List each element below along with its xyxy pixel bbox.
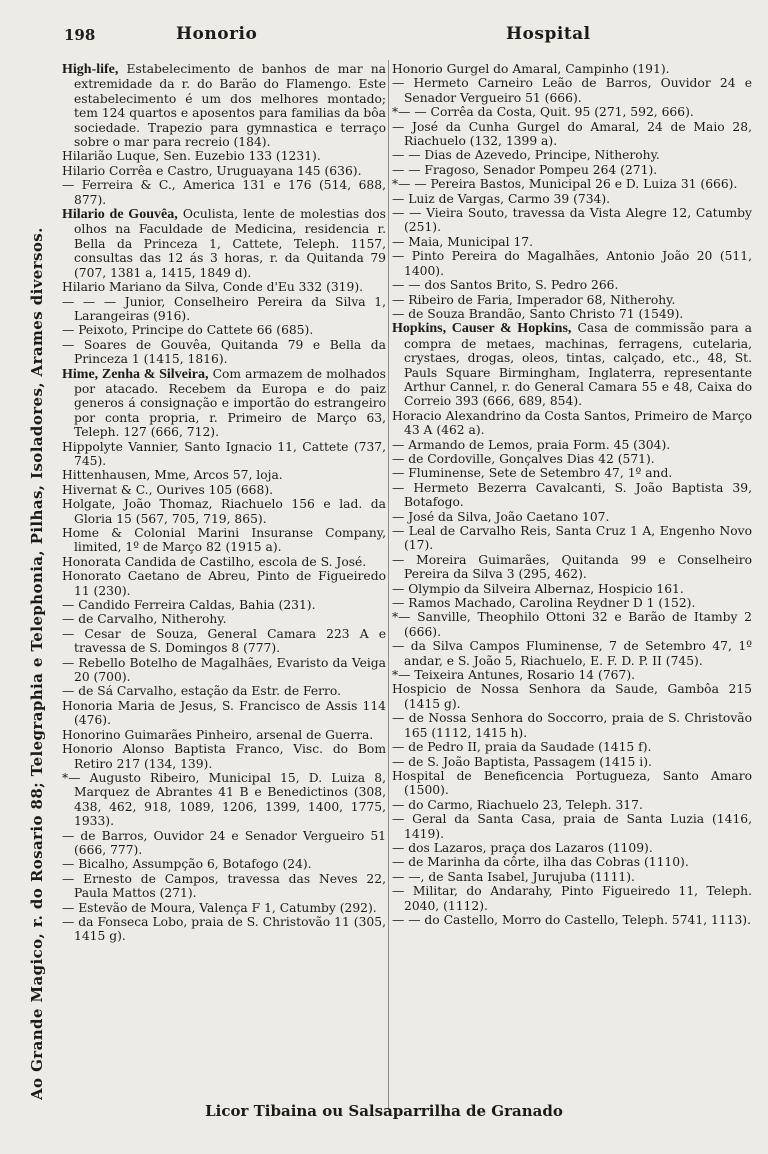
directory-entry	[62, 178, 386, 207]
entry-text: Home & Colonial Marini Insuranse Company, limited, 1º de Março 82 (1915 a).	[62, 526, 386, 555]
entry-text: Honoria Maria de Jesus, S. Francisco de Assis 114 (476).	[62, 698, 386, 728]
entry-text: — Estevão de Moura, Valença F 1, Catumby (292).	[62, 900, 377, 915]
directory-entry	[62, 627, 386, 656]
entry-text: — de Souza Brandão, Santo Christo 71 (1549).	[392, 306, 684, 321]
directory-entry	[62, 338, 386, 367]
directory-entry	[62, 742, 386, 771]
directory-entry	[62, 656, 386, 685]
entry-text: Hilario Mariano da Silva, Conde d'Eu 332 (319).	[62, 280, 364, 295]
entry-text: Honorio Gurgel do Amaral, Campinho (191).	[392, 62, 670, 76]
entry-text: Oculista, lente de molestias dos olhos na Faculdade de Medicina, residencia r. Bella da Princeza 1, Cattete, Teleph. 1157, consultas das 12 ás 3 horas, r. da Quitanda 79 (707, 1381 a, 1415, 1849 d).	[74, 207, 386, 280]
directory-entry	[392, 76, 752, 105]
directory-entry	[392, 235, 752, 249]
entry-text: — — Fragoso, Senador Pompeu 264 (271).	[392, 162, 658, 177]
directory-entry	[392, 884, 752, 913]
directory-entry	[62, 771, 386, 829]
entry-text: — Peixoto, Principe do Cattete 66 (685).	[62, 323, 314, 338]
entry-text: Honorio Alonso Baptista Franco, Visc. do Bom Retiro 217 (134, 139).	[62, 742, 386, 771]
directory-entry	[392, 841, 752, 855]
entry-text: Honorata Candida de Castilho, escola de S. José.	[62, 554, 367, 569]
entry-text: Hilarião Luque, Sen. Euzebio 133 (1231).	[62, 149, 321, 164]
entry-text: — de S. João Baptista, Passagem (1415 i).	[392, 754, 652, 769]
entry-text: Hivernat & C., Ourives 105 (668).	[62, 482, 274, 497]
directory-entry	[392, 755, 752, 769]
entry-text: — Candido Ferreira Caldas, Bahia (231).	[62, 598, 316, 613]
entry-text: — de Sá Carvalho, estação da Estr. de Ferro.	[62, 684, 342, 699]
directory-entry	[392, 293, 752, 307]
entry-text: Honorino Guimarães Pinheiro, arsenal de Guerra.	[62, 727, 374, 742]
right-column	[392, 62, 752, 1112]
directory-entry	[392, 855, 752, 869]
directory-entry	[392, 307, 752, 321]
entry-text: *— Augusto Ribeiro, Municipal 15, D. Luiza 8, Marquez de Abrantes 41 B e Benedictinos (308, 438, 462, 918, 1089, 1206, 1399, 1400, 1775, 1933).	[62, 770, 386, 829]
page-header	[64, 24, 750, 46]
entry-text: — Armando de Lemos, praia Form. 45 (304).	[392, 437, 671, 452]
entry-text: Com armazem de molhados por atacado. Recebem da Europa e do paiz generos á consignação e importão do estrangeiro por conta propria, r. Primeiro de Março 63, Teleph. 127 (666, 712).	[74, 366, 386, 440]
footer-advertisement: Licor Tibaina ou Salsaparrilha de Granado	[205, 1102, 563, 1120]
directory-entry	[392, 682, 752, 711]
directory-entry	[62, 497, 386, 526]
entry-text: — de Pedro II, praia da Saudade (1415 f).	[392, 740, 652, 755]
entry-text: — José da Silva, João Caetano 107.	[392, 509, 610, 524]
directory-entry	[392, 582, 752, 596]
directory-entry	[392, 177, 752, 191]
directory-entry	[62, 555, 386, 569]
directory-entry	[392, 192, 752, 206]
entry-name: Hilario de Gouvêa,	[62, 207, 178, 223]
entry-text: Hospicio de Nossa Senhora da Saude, Gambôa 215 (1415 g).	[392, 682, 752, 711]
entry-text: — — Vieira Souto, travessa da Vista Alegre 12, Catumby (251).	[392, 206, 752, 235]
directory-entry	[62, 483, 386, 497]
directory-entry	[392, 120, 752, 149]
directory-entry	[392, 278, 752, 292]
entry-text: Horacio Alexandrino da Costa Santos, Primeiro de Março 43 A (462 a).	[392, 408, 752, 438]
directory-entry	[392, 524, 752, 553]
entry-text: — Militar, do Andarahy, Pinto Figueiredo 11, Teleph. 2040, (1112).	[392, 884, 752, 913]
directory-entry	[62, 164, 386, 178]
entry-text: — Olympio da Silveira Albernaz, Hospicio 161.	[392, 581, 684, 596]
directory-entry	[392, 321, 752, 408]
entry-text: — de Marinha da côrte, ilha das Cobras (1110).	[392, 855, 689, 870]
directory-entry	[392, 62, 752, 76]
directory-entry	[62, 699, 386, 728]
entry-text: — — Dias de Azevedo, Principe, Nitherohy.	[392, 148, 660, 163]
entry-text: Holgate, João Thomaz, Riachuelo 156 e lad. da Gloria 15 (567, 705, 719, 865).	[62, 497, 386, 526]
entry-text: — Moreira Guimarães, Quitanda 99 e Conselheiro Pereira da Silva 3 (295, 462).	[392, 552, 752, 582]
entry-text: — do Carmo, Riachuelo 23, Teleph. 317.	[392, 797, 643, 812]
directory-entry	[392, 596, 752, 610]
directory-entry	[392, 870, 752, 884]
directory-entry	[392, 481, 752, 510]
directory-entry	[392, 409, 752, 438]
directory-entry	[62, 728, 386, 742]
entry-text: — dos Lazaros, praça dos Lazaros (1109).	[392, 840, 653, 855]
directory-entry	[62, 612, 386, 626]
side-advertisement: Ao Grande Magico, r. do Rosario 88; Telegraphia e Telephonia, Pilhas, Isoladores, Arames diversos.	[28, 227, 46, 1100]
directory-entry	[392, 249, 752, 278]
entry-text: Hospital de Beneficencia Portugueza, Santo Amaro (1500).	[392, 768, 752, 798]
directory-entry	[62, 915, 386, 944]
directory-entry	[392, 740, 752, 754]
entry-text: — Hermeto Carneiro Leão de Barros, Ouvidor 24 e Senador Vergueiro 51 (666).	[392, 76, 752, 105]
directory-entry	[62, 872, 386, 901]
entry-text: — de Nossa Senhora do Soccorro, praia de S. Christovão 165 (1112, 1415 h).	[392, 711, 752, 740]
directory-entry	[62, 323, 386, 337]
entry-text: Hittenhausen, Mme, Arcos 57, loja.	[62, 468, 283, 483]
directory-entry	[62, 280, 386, 294]
directory-entry	[62, 62, 386, 149]
entry-text: — Soares de Gouvêa, Quitanda 79 e Bella da Princeza 1 (1415, 1816).	[62, 337, 386, 367]
directory-entry	[62, 295, 386, 324]
entry-text: — da Fonseca Lobo, praia de S. Christovão 11 (305, 1415 g).	[62, 914, 386, 944]
entry-text: *— — Corrêa da Costa, Quit. 95 (271, 592, 666).	[392, 105, 694, 120]
entry-text: — Fluminense, Sete de Setembro 47, 1º and.	[392, 466, 673, 481]
entry-text: *— — Pereira Bastos, Municipal 26 e D. Luiza 31 (666).	[392, 177, 738, 192]
entry-text: — de Barros, Ouvidor 24 e Senador Vergueiro 51 (666, 777).	[62, 828, 386, 857]
directory-entry	[62, 440, 386, 469]
entry-text: — de Carvalho, Nitherohy.	[62, 612, 227, 627]
directory-entry	[392, 639, 752, 668]
directory-entry	[392, 711, 752, 740]
directory-entry	[392, 466, 752, 480]
entry-text: Honorato Caetano de Abreu, Pinto de Figueiredo 11 (230).	[62, 569, 386, 598]
directory-entry	[392, 438, 752, 452]
entry-text: — — do Castello, Morro do Castello, Teleph. 5741, 1113).	[392, 912, 752, 927]
entry-text: — Cesar de Souza, General Camara 223 A e travessa de S. Domingos 8 (777).	[62, 626, 386, 656]
entry-text: — Ferreira & C., America 131 e 176 (514, 688, 877).	[62, 178, 386, 207]
column-divider	[388, 60, 389, 1110]
directory-entry	[392, 610, 752, 639]
entry-text: Estabelecimento de banhos de mar na extremidade da r. do Barão do Flamengo. Este estabelecimento é um dos melhores montado; tem 124 quartos e aposentos para familias da bôa sociedade. Trapezio para gymnastica e terraço sobre o mar para recreio (184).	[74, 62, 386, 150]
directory-entry	[62, 526, 386, 555]
directory-entry	[392, 163, 752, 177]
entry-text: — — — Junior, Conselheiro Pereira da Silva 1, Larangeiras (916).	[62, 294, 386, 323]
directory-entry	[392, 798, 752, 812]
entry-text: — da Silva Campos Fluminense, 7 de Setembro 47, 1º andar, e S. João 5, Riachuelo, E. F. D. P. II (745).	[392, 639, 752, 668]
entry-text: — Hermeto Bezerra Cavalcanti, S. João Baptista 39, Botafogo.	[392, 480, 752, 510]
entry-text: Hippolyte Vannier, Santo Ignacio 11, Cattete (737, 745).	[62, 439, 386, 468]
page-number: 198	[64, 26, 96, 44]
directory-entry	[62, 857, 386, 871]
entry-text: — Maia, Municipal 17.	[392, 234, 533, 249]
header-right-title: Hospital	[506, 24, 591, 44]
entry-text: *— Teixeira Antunes, Rosario 14 (767).	[392, 668, 636, 683]
directory-entry	[392, 510, 752, 524]
entry-text: — Pinto Pereira do Magalhães, Antonio João 20 (511, 1400).	[392, 249, 752, 278]
entry-text: — Geral da Santa Casa, praia de Santa Luzia (1416, 1419).	[392, 812, 752, 841]
directory-entry	[62, 367, 386, 440]
entry-text: — José da Cunha Gurgel do Amaral, 24 de Maio 28, Riachuelo (132, 1399 a).	[392, 119, 752, 149]
entry-text: — Leal de Carvalho Reis, Santa Cruz 1 A, Engenho Novo (17).	[392, 524, 752, 553]
directory-entry	[62, 684, 386, 698]
entry-text: *— Sanville, Theophilo Ottoni 32 e Barão de Itamby 2 (666).	[392, 610, 752, 639]
entry-name: Hime, Zenha & Silveira,	[62, 366, 209, 382]
directory-entry	[392, 553, 752, 582]
left-column	[62, 62, 386, 1112]
directory-entry	[62, 207, 386, 280]
directory-entry	[392, 148, 752, 162]
entry-name: Hopkins, Causer & Hopkins,	[392, 321, 572, 337]
entry-text: — Rebello Botelho de Magalhães, Evaristo da Veiga 20 (700).	[62, 655, 386, 685]
directory-entry	[62, 598, 386, 612]
entry-text: — Luiz de Vargas, Carmo 39 (734).	[392, 191, 611, 206]
directory-entry	[62, 829, 386, 858]
header-left-title: Honorio	[176, 24, 258, 44]
directory-entry	[392, 769, 752, 798]
entry-text: — Ernesto de Campos, travessa das Neves 22, Paula Mattos (271).	[62, 871, 386, 901]
entry-text: — — dos Santos Brito, S. Pedro 266.	[392, 278, 619, 293]
directory-entry	[62, 901, 386, 915]
entry-text: — Ramos Machado, Carolina Reydner D 1 (152).	[392, 596, 696, 611]
directory-entry	[392, 913, 752, 927]
entry-text: — Ribeiro de Faria, Imperador 68, Nitherohy.	[392, 292, 676, 307]
directory-entry	[392, 105, 752, 119]
entry-text: Casa de commissão para a compra de metaes, machinas, ferragens, cutelaria, crystaes, drogas, oleos, tintas, calçado, etc., 48, St. Pauls Square Birmingham, Inglaterra, representante Arthur Cannel, r. do General Camara 55 e 48, Caixa do Correio 393 (666, 689, 854).	[404, 321, 752, 409]
entry-text: — de Cordoville, Gonçalves Dias 42 (571).	[392, 451, 655, 466]
entry-name: High-life,	[62, 62, 119, 77]
directory-entry	[62, 149, 386, 163]
directory-entry	[62, 569, 386, 598]
entry-text: — Bicalho, Assumpção 6, Botafogo (24).	[62, 857, 312, 872]
directory-entry	[392, 812, 752, 841]
directory-entry	[392, 668, 752, 682]
entry-text: — —, de Santa Isabel, Jurujuba (1111).	[392, 869, 635, 884]
directory-entry	[392, 206, 752, 235]
directory-entry	[62, 468, 386, 482]
directory-entry	[392, 452, 752, 466]
entry-text: Hilario Corrêa e Castro, Uruguayana 145 (636).	[62, 163, 362, 178]
